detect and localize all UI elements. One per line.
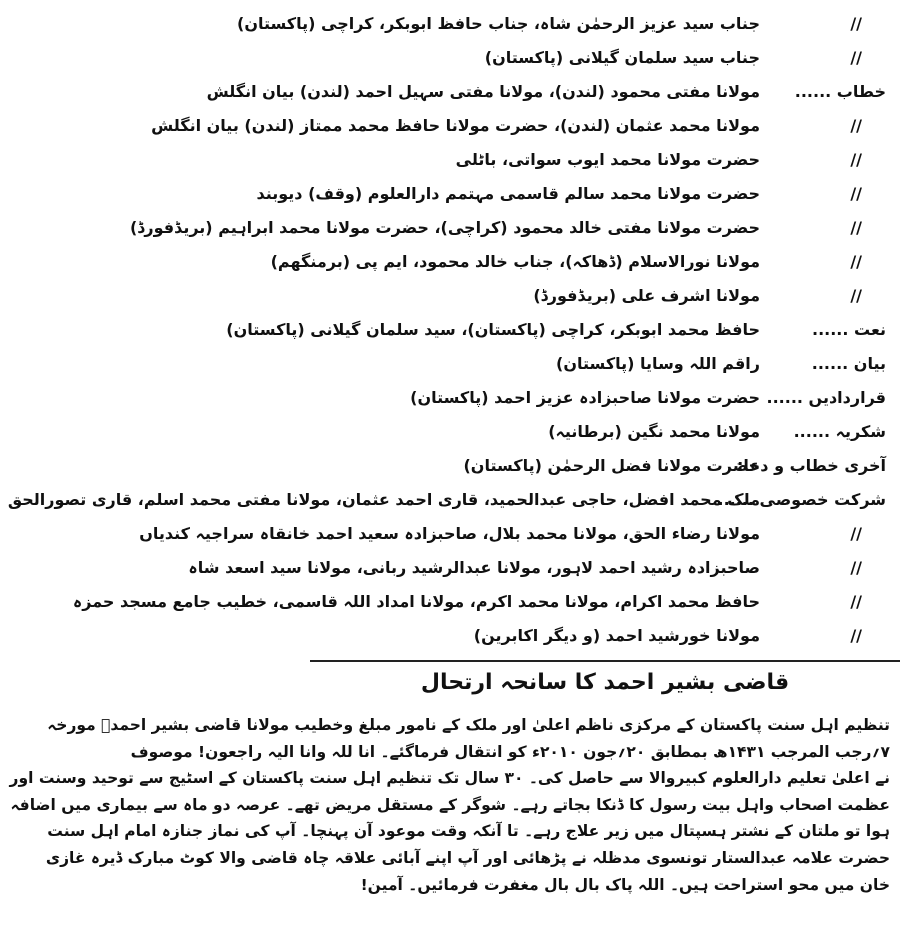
program-row-text: مولانا خورشید احمد (و دیگر اکابرین) bbox=[473, 625, 760, 645]
obituary-line: عظمت اصحاب واہل بیت رسول کا ڈنکا بجاتے رہے۔ شوگر کے مستقل مریض تھے۔ عرصہ دو ماہ سے بیماری میں اضافہ bbox=[10, 795, 890, 814]
obituary-line: نے اعلیٰ تعلیم دارالعلوم کبیروالا سے حاصل کی۔ ۳۰ سال تک تنظیم اہل سنت پاکستان کے اسٹیج سے توحید وسنت اور bbox=[9, 769, 890, 788]
program-row-label: // bbox=[850, 47, 862, 67]
obituary-title: قاضی بشیر احمد کا سانحہ ارتحال bbox=[420, 670, 790, 695]
program-row-label: شرکت خصوصی ...... bbox=[717, 489, 886, 509]
obituary-line: ۷؍رجب المرجب ۱۴۳۱ھ بمطابق ۲۰؍جون ۲۰۱۰ء کو انتقال فرماگئے۔ انا للہ وانا الیہ راجعون! موصوف bbox=[130, 742, 890, 761]
program-row bbox=[310, 414, 900, 448]
program-row bbox=[310, 448, 900, 482]
program-row-label: // bbox=[850, 149, 862, 169]
program-row-text: مولانا محمد نگین (برطانیہ) bbox=[548, 421, 760, 441]
program-row-text: حافظ محمد ابوبکر، کراچی (پاکستان)، سید سلمان گیلانی (پاکستان) bbox=[226, 319, 760, 339]
obituary-line: ہوا تو ملتان کے نشتر ہسپتال میں زیر علاج رہے۔ تا آنکہ وقت موعود آن پہنچا۔ آپ کی نماز جنازہ امام اہل سنت bbox=[47, 822, 890, 841]
program-row-label: // bbox=[850, 557, 862, 577]
obituary-line: حضرت علامہ عبدالستار تونسوی مدظلہ نے پڑھائی اور آپ اپنے آبائی علاقہ چاہ قاضی والا کوٹ مبارک ڈیرہ غازی bbox=[45, 848, 890, 867]
obituary-line: تنظیم اہل سنت پاکستان کے مرکزی ناظم اعلیٰ اور ملک کے نامور مبلغ وخطیب مولانا قاضی بشیر احمدؒ مورخہ bbox=[47, 716, 890, 734]
program-row bbox=[310, 380, 900, 414]
program-row-label: شکریہ ...... bbox=[793, 421, 886, 441]
program-row-label: // bbox=[850, 591, 862, 611]
program-row bbox=[310, 618, 900, 652]
program-row bbox=[129, 210, 900, 244]
program-row bbox=[151, 108, 900, 142]
program-row-text: صاحبزادہ رشید احمد لاہور، مولانا عبدالرشید ربانی، مولانا سید اسعد شاہ bbox=[188, 557, 760, 577]
program-row-text: مولانا مفتی محمود (لندن)، مولانا مفتی سہیل احمد (لندن) بیان انگلش bbox=[206, 81, 760, 101]
program-row-label: // bbox=[850, 13, 862, 33]
program-row-label: // bbox=[850, 523, 862, 543]
program-row-text: جناب سید عزیز الرحمٰن شاہ، جناب حافظ ابوبکر، کراچی (پاکستان) bbox=[237, 13, 760, 33]
program-row-label: نعت ...... bbox=[811, 319, 886, 339]
obituary-paragraph bbox=[9, 712, 890, 898]
program-row bbox=[310, 278, 900, 312]
program-row-label: // bbox=[850, 285, 862, 305]
program-row-text: مولانا اشرف علی (بریڈفورڈ) bbox=[533, 285, 760, 305]
obituary-line: خان میں محو استراحت ہیں۔ اللہ پاک بال بال مغفرت فرمائیں۔ آمین! bbox=[360, 875, 890, 894]
program-row bbox=[310, 346, 900, 380]
program-row-label: قراردادیں ...... bbox=[766, 387, 886, 407]
program-row-label: // bbox=[850, 115, 862, 135]
program-row-text: حضرت مولانا مفتی خالد محمود (کراچی)، حضرت مولانا محمد ابراہیم (بریڈفورڈ) bbox=[129, 217, 760, 237]
program-row-label: // bbox=[850, 217, 862, 237]
program-row bbox=[7, 482, 900, 516]
program-row-text: حضرت مولانا صاحبزادہ عزیز احمد (پاکستان) bbox=[410, 387, 760, 407]
program-row bbox=[310, 40, 900, 74]
program-row-text: حضرت مولانا فضل الرحمٰن (پاکستان) bbox=[463, 455, 760, 475]
program-row bbox=[270, 244, 900, 278]
program-row-label: // bbox=[850, 183, 862, 203]
section-divider bbox=[310, 660, 900, 662]
program-row-text: مولانا رضاء الحق، مولانا محمد بلال، صاحبزادہ سعید احمد خانقاہ سراجیہ کندیاں bbox=[139, 523, 760, 543]
program-list bbox=[7, 6, 900, 652]
program-row-text: ملک محمد افضل، حاجی عبدالحمید، قاری احمد عثمان، مولانا مفتی محمد اسلم، قاری تصورالحق bbox=[7, 489, 760, 509]
program-row bbox=[226, 312, 900, 346]
program-row-label: خطاب ...... bbox=[794, 81, 886, 101]
program-row-label: بیان ...... bbox=[811, 353, 886, 373]
program-row bbox=[206, 74, 900, 108]
program-row-text: حضرت مولانا محمد ایوب سواتی، باٹلی bbox=[455, 149, 760, 169]
program-row bbox=[72, 584, 900, 618]
program-row-label: // bbox=[850, 251, 862, 271]
program-row bbox=[237, 6, 900, 40]
program-row bbox=[310, 142, 900, 176]
program-row-text: حضرت مولانا محمد سالم قاسمی مہتمم دارالعلوم (وقف) دیوبند bbox=[256, 183, 760, 203]
program-row-text: مولانا محمد عثمان (لندن)، حضرت مولانا حافظ محمد ممتاز (لندن) بیان انگلش bbox=[151, 115, 760, 135]
program-row-label: // bbox=[850, 625, 862, 645]
program-row-text: حافظ محمد اکرام، مولانا محمد اکرم، مولانا امداد اللہ قاسمی، خطیب جامع مسجد حمزہ bbox=[72, 591, 760, 611]
program-row bbox=[139, 516, 900, 550]
program-row bbox=[188, 550, 900, 584]
program-row-text: راقم اللہ وسایا (پاکستان) bbox=[556, 353, 760, 373]
program-row bbox=[256, 176, 900, 210]
program-row-text: مولانا نورالاسلام (ڈھاکہ)، جناب خالد محمود، ایم پی (برمنگھم) bbox=[270, 251, 760, 271]
program-row-label: آخری خطاب و دعا: bbox=[736, 455, 886, 475]
program-row-text: جناب سید سلمان گیلانی (پاکستان) bbox=[484, 47, 760, 67]
